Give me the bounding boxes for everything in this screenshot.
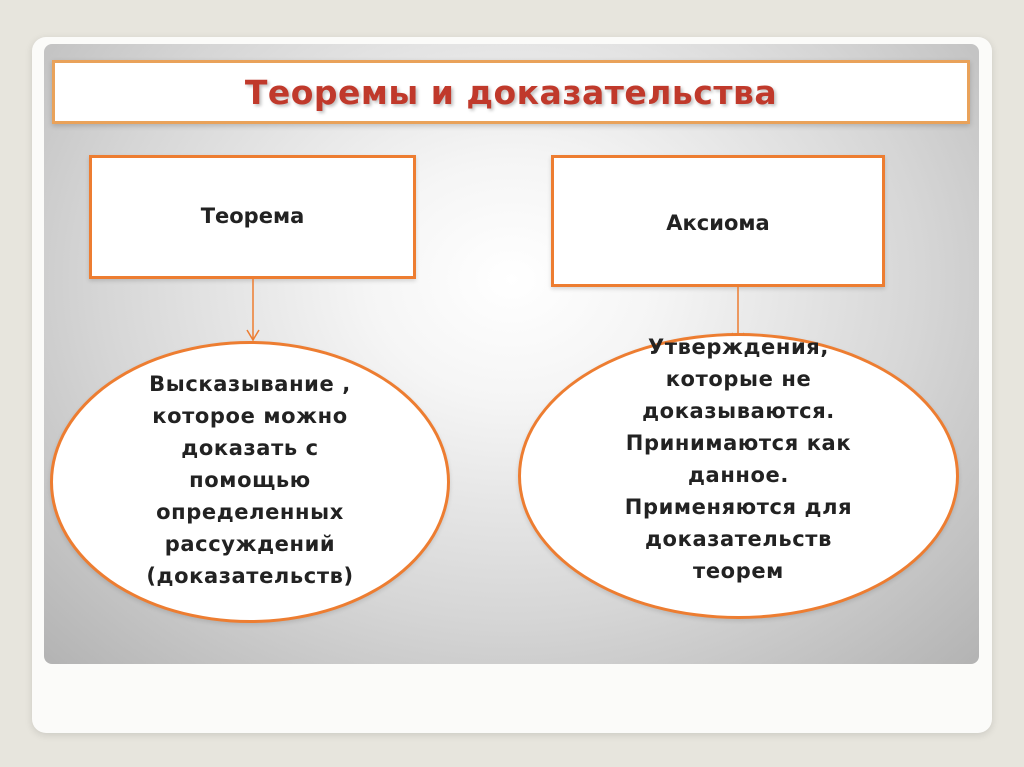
definition-line: которое можно <box>152 404 348 428</box>
axiom-definition <box>625 331 852 587</box>
definition-line: помощью <box>189 468 311 492</box>
definition-line: Принимаются как <box>625 431 852 455</box>
definition-line: доказать с <box>181 436 319 460</box>
definition-line: определенных <box>156 500 344 524</box>
definition-line: Утверждения, <box>648 335 829 359</box>
axiom-definition-ellipse <box>518 333 959 619</box>
definition-line: Применяются для <box>624 495 853 519</box>
definition-line: доказываются. <box>642 399 835 423</box>
slide-title: Теоремы и доказательства <box>244 72 778 112</box>
definition-line: Высказывание , <box>149 372 351 396</box>
theorem-label: Теорема <box>200 204 305 228</box>
theorem-definition-ellipse <box>50 341 450 623</box>
definition-line: рассуждений <box>164 532 336 556</box>
definition-line: данное. <box>687 463 789 487</box>
definition-line: (доказательств) <box>146 564 354 588</box>
theorem-arrow <box>247 279 259 340</box>
theorem-definition <box>146 368 353 592</box>
definition-line: доказательств <box>645 527 832 551</box>
definition-line: теорем <box>693 559 784 583</box>
definition-line: которые не <box>665 367 812 391</box>
axiom-label: Аксиома <box>666 211 770 235</box>
